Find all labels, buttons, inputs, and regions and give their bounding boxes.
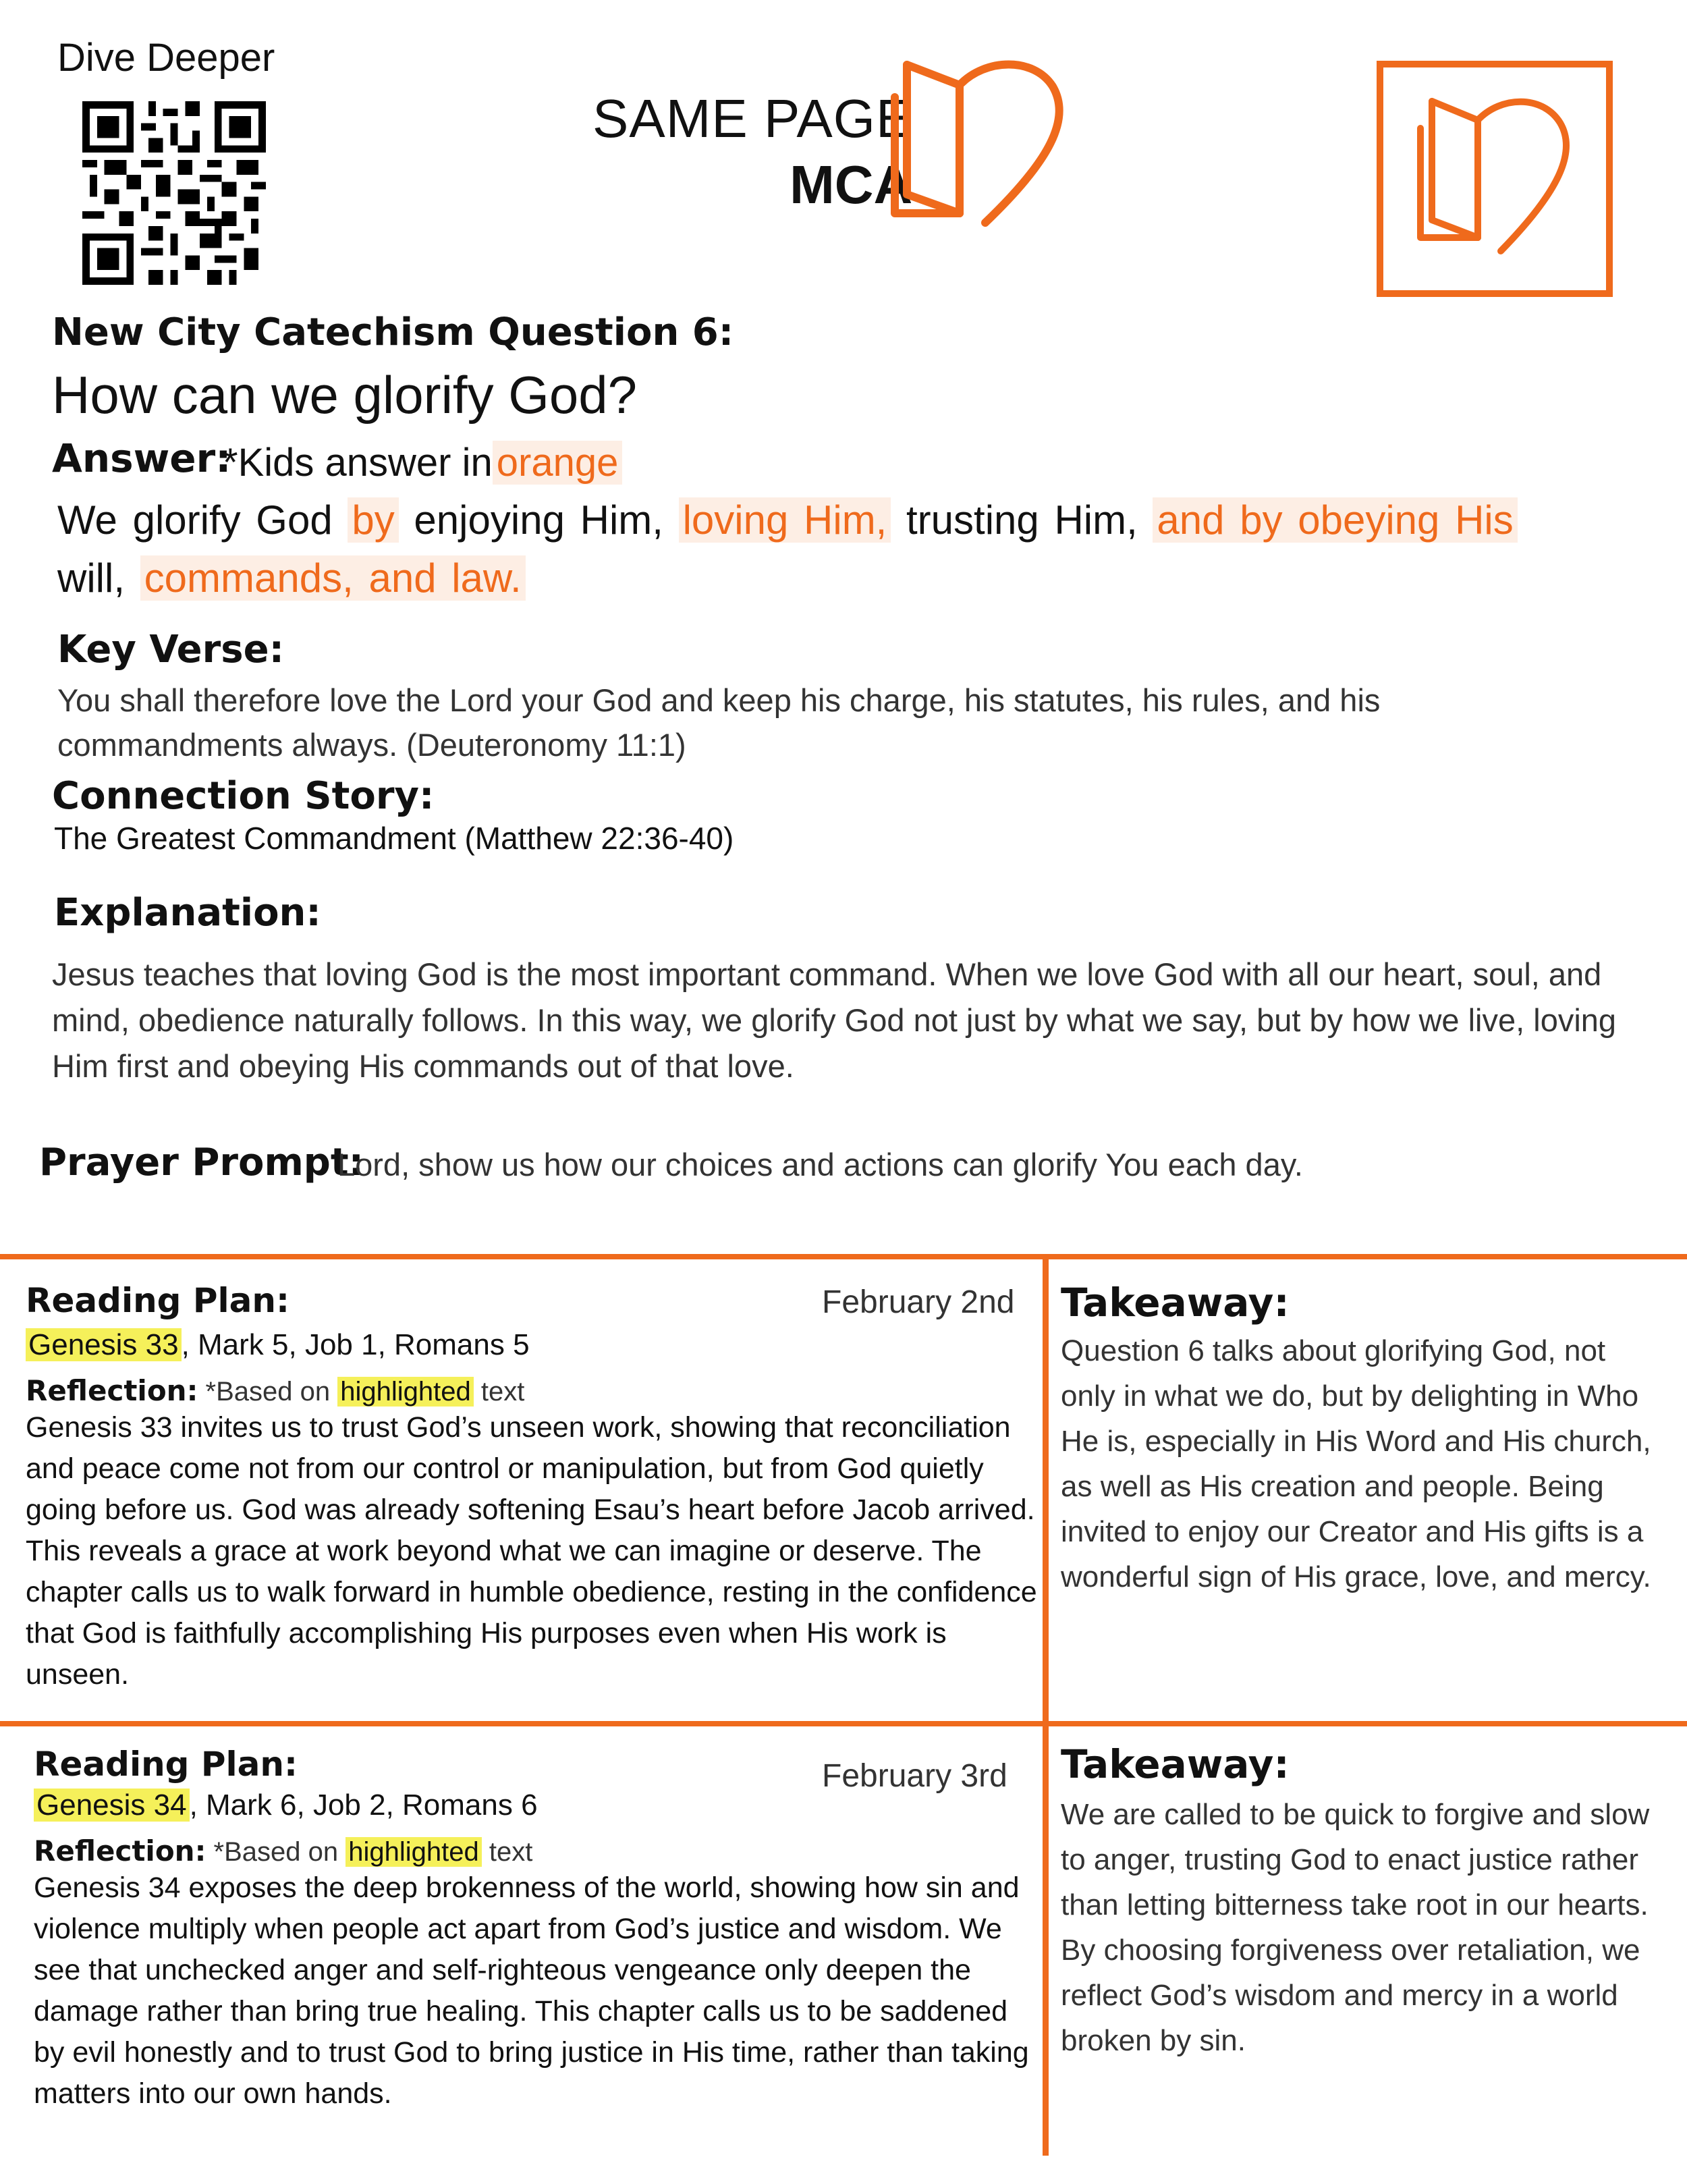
kids-answer-note bbox=[223, 440, 622, 485]
column-divider bbox=[1043, 1254, 1049, 2156]
brand-wordmark bbox=[592, 88, 912, 216]
reading-plan-date: February 2nd bbox=[822, 1284, 1015, 1320]
reflection-heading bbox=[26, 1374, 524, 1407]
prayer-prompt-text: Lord, show us how our choices and actions can glorify You each day. bbox=[337, 1147, 1303, 1182]
reflection-label: Reflection: bbox=[34, 1834, 206, 1867]
brand-line-2: MCA bbox=[790, 155, 913, 215]
reading-plan-label: Reading Plan: bbox=[26, 1281, 289, 1320]
catechism-question-label: New City Catechism Question 6: bbox=[52, 310, 734, 354]
kids-note-prefix: *Kids answer in bbox=[223, 441, 493, 485]
reflection-text: Genesis 33 invites us to trust God’s unseen work, showing that reconciliation and peace come not from our control or manipulation, but from God quietly going before us. God was already softening Esau’s heart before Jacob arrived. This reveals a grace at work beyond what we can imagine or deserve. The chapter calls us to walk forward in humble obedience, resting in the confidence that God is faithfully accomplishing His purposes even when His work is unseen. bbox=[26, 1411, 1037, 1691]
based-on-highlight: highlighted bbox=[345, 1837, 482, 1867]
takeaway-label: Takeaway: bbox=[1061, 1741, 1290, 1787]
connection-story-text: The Greatest Commandment (Matthew 22:36-40) bbox=[54, 821, 734, 856]
based-on-prefix: *Based on bbox=[213, 1837, 339, 1867]
explanation-label: Explanation: bbox=[54, 891, 321, 935]
answer-part: enjoying Him, bbox=[398, 497, 679, 543]
other-books: , Mark 6, Job 2, Romans 6 bbox=[189, 1789, 538, 1822]
explanation-text: Jesus teaches that loving God is the most important command. When we love God with all our heart, soul, and mind, obedience naturally follows. In this way, we glorify God not just by what we say, but by how we live, loving Him first and obeying His commands out of that love. bbox=[52, 956, 1617, 1084]
answer-kids-part: and by obeying His bbox=[1153, 497, 1517, 543]
reading-plan-label: Reading Plan: bbox=[34, 1745, 298, 1784]
prayer-prompt-label: Prayer Prompt: bbox=[39, 1141, 364, 1184]
takeaway-text: We are called to be quick to forgive and slow to anger, trusting God to enact justice rather than letting bitterness take root in our hearts. By choosing forgiveness over retaliation, we reflect God’s wisdom and mercy in a world broken by sin. bbox=[1061, 1798, 1650, 2057]
brand-line-1: SAME PAGE bbox=[592, 88, 913, 148]
based-on-highlight: highlighted bbox=[337, 1377, 474, 1407]
highlighted-book: Genesis 34 bbox=[34, 1789, 190, 1822]
reading-plan-date: February 3rd bbox=[822, 1758, 1007, 1794]
highlighted-book: Genesis 33 bbox=[26, 1328, 182, 1361]
answer-part: trusting Him, bbox=[891, 497, 1153, 543]
based-on-prefix: *Based on bbox=[205, 1377, 331, 1407]
other-books: , Mark 5, Job 1, Romans 5 bbox=[181, 1328, 530, 1361]
catechism-question-text: How can we glorify God? bbox=[52, 365, 638, 425]
kids-note-orange-word: orange bbox=[493, 441, 623, 485]
answer-part: will, bbox=[57, 555, 140, 601]
section-divider-middle bbox=[0, 1721, 1687, 1726]
answer-kids-part: by bbox=[348, 497, 398, 543]
answer-kids-part: loving Him, bbox=[679, 497, 891, 543]
based-on-suffix: text bbox=[480, 1377, 525, 1407]
answer-label: Answer: bbox=[52, 435, 231, 481]
book-heart-logo-icon bbox=[884, 53, 1073, 235]
reading-plan-books bbox=[34, 1789, 538, 1822]
reflection-heading bbox=[34, 1834, 532, 1867]
answer-part: We glorify God bbox=[57, 497, 348, 543]
reflection-label: Reflection: bbox=[26, 1374, 198, 1407]
reflection-text: Genesis 34 exposes the deep brokenness of the world, showing how sin and violence multiply when people act apart from God’s justice and wisdom. We see that unchecked anger and self-righteous vengeance only deepen the damage rather than bring true healing. This chapter calls us to be saddened by evil honestly and to trust God to bring justice in His time, rather than taking matters into our own hands. bbox=[34, 1872, 1029, 2110]
dive-deeper-label: Dive Deeper bbox=[57, 36, 275, 80]
takeaway-text: Question 6 talks about glorifying God, not only in what we do, but by delighting in Who He is, especially in His Word and His church, as well as His creation and people. Being invited to enjoy our Creator and His gifts is a wonderful sign of His grace, love, and mercy. bbox=[1061, 1334, 1651, 1593]
key-verse-text: You shall therefore love the Lord your God and keep his charge, his statutes, his rules, and his commandments always. (Deuteronomy 11:1) bbox=[57, 682, 1381, 763]
based-on-suffix: text bbox=[489, 1837, 533, 1867]
connection-story-label: Connection Story: bbox=[52, 774, 435, 818]
takeaway-label: Takeaway: bbox=[1061, 1280, 1290, 1326]
answer-text bbox=[57, 491, 1596, 607]
key-verse-label: Key Verse: bbox=[57, 628, 284, 672]
answer-kids-part: commands, and law. bbox=[140, 555, 526, 601]
reading-plan-books bbox=[26, 1328, 530, 1362]
section-divider-top bbox=[0, 1254, 1687, 1259]
corner-book-heart-icon bbox=[1377, 61, 1613, 297]
qr-code[interactable] bbox=[82, 101, 266, 285]
